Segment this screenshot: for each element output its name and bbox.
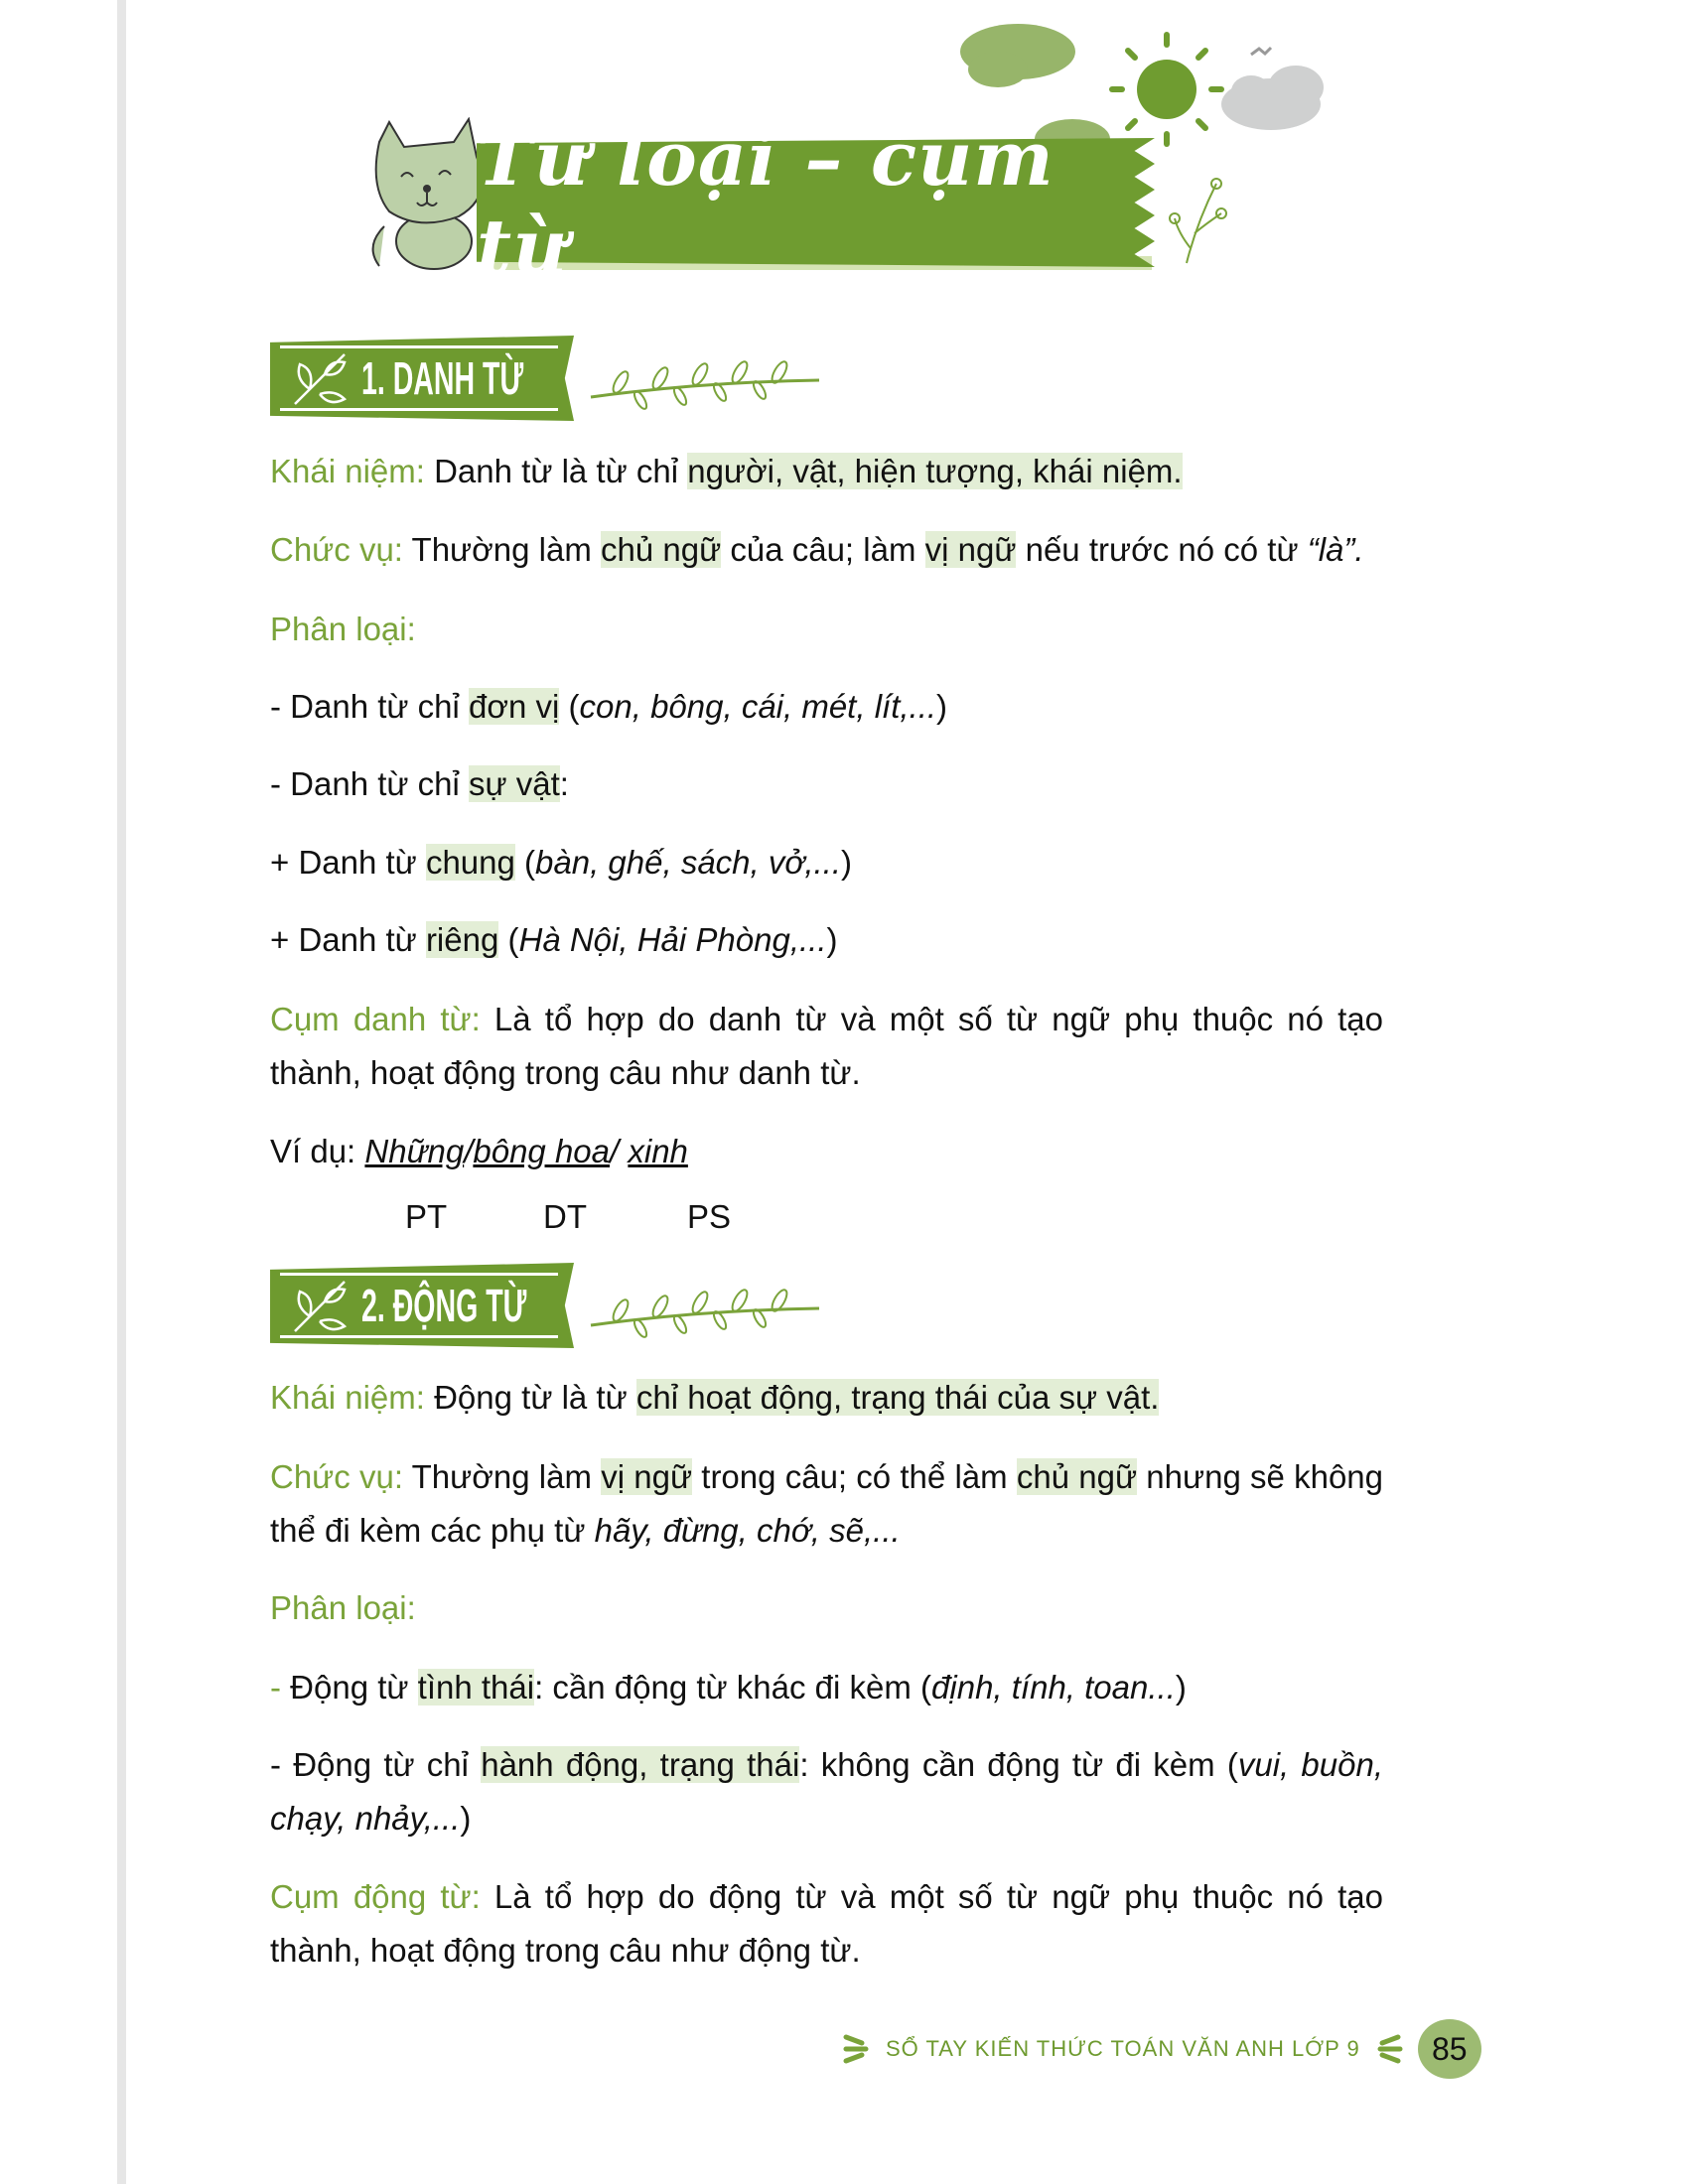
term-label: Phân loại: [270,611,416,647]
paragraph [270,1371,1383,1425]
text: nhưng sẽ không thể đi kèm các phụ từ [270,1458,1384,1549]
paragraph [270,836,1383,889]
term-label: Khái niệm: [270,1379,425,1416]
text: + Danh từ [270,921,426,958]
text: Danh từ là từ chỉ [424,453,688,489]
text: Là tổ hợp do động từ và một số từ ngữ phụ thuộc nó tạo thành, hoạt động trong câu như động từ. [270,1878,1383,1969]
text: vui, buồn, chạy, nhảy,... [270,1746,1384,1837]
text: bông hoa [473,1133,611,1169]
highlighted-text: hành động, trạng thái [481,1746,800,1783]
text: Động từ [281,1669,418,1706]
book-title: SỔ TAY KIẾN THỨC TOÁN VĂN ANH LỚP 9 [886,2036,1360,2061]
green-cloud-icon [960,24,1075,87]
text: / [464,1133,474,1169]
paragraph [270,445,1383,498]
highlighted-text: sự vật [469,765,560,802]
paragraph [270,680,1383,734]
paragraph [270,1738,1383,1845]
section-heading-nouns [270,336,574,421]
text: Hà Nội, Hải Phòng,... [518,921,827,958]
highlighted-text: đơn vị [469,688,560,725]
highlighted-text: riêng [425,921,499,958]
text: : không cần động từ đi kèm ( [799,1746,1238,1783]
text: ) [460,1800,472,1837]
term-label: Chức vụ: [270,531,403,568]
paragraph [270,523,1383,577]
text: ( [514,844,536,881]
section-heading-label: 1. DANH TỪ [361,352,524,404]
text: Ví dụ: [270,1133,365,1169]
bird-icon [1251,48,1271,55]
text: - Động từ chỉ [270,1746,482,1783]
text: - Danh từ chỉ [270,688,469,725]
highlighted-text: người, vật, hiện tượng, khái niệm. [687,453,1183,489]
highlighted-text: vị ngữ [601,1458,693,1495]
leaf-icon [290,349,350,407]
footer-leaf-icon [842,2031,872,2067]
text: bàn, ghế, sách, vở,... [535,844,841,881]
text: ( [559,688,580,725]
text: Thường làm [402,531,601,568]
paragraph [270,993,1383,1100]
leaf-icon [290,1277,350,1334]
paragraph [270,1661,1383,1714]
term-label: Cụm danh từ: [270,1001,481,1037]
text: ) [826,921,838,958]
gray-cloud-icon [1221,66,1324,130]
example-tag: PS [687,1198,732,1235]
text: - Danh từ chỉ [270,765,469,802]
paragraph [270,1450,1383,1558]
text: xinh [628,1133,688,1169]
text: nếu trước nó có từ [1016,531,1308,568]
example-tag: DT [543,1198,587,1235]
paragraph [270,1870,1383,1978]
text: ) [841,844,852,881]
text: ) [936,688,948,725]
term-label: Cụm động từ: [270,1878,481,1915]
paragraph [270,1125,1383,1178]
section-heading-verbs [270,1263,574,1348]
example-tag: PT [405,1198,448,1235]
highlighted-text: chung [425,844,515,881]
highlighted-text: chủ ngữ [601,531,722,568]
vine-decoration-icon [581,1281,829,1340]
footer-leaf-icon [1374,2031,1404,2067]
highlighted-text: chỉ hoạt động, trạng thái của sự vật. [635,1379,1160,1416]
text: ) [1175,1669,1187,1706]
text: + Danh từ [270,844,426,881]
text: Là tổ hợp do danh từ và một số từ ngữ phụ thuộc nó tạo thành, hoạt động trong câu như danh từ. [270,1001,1383,1091]
highlighted-text: chủ ngữ [1016,1458,1138,1495]
paragraph [270,757,1383,811]
text: hãy, đừng, chớ, sẽ,... [594,1512,901,1549]
text: của câu; làm [721,531,925,568]
text: trong câu; có thể làm [692,1458,1017,1495]
term-label: Chức vụ: [270,1458,404,1495]
footer [842,2019,1481,2079]
text: : cần động từ khác đi kèm ( [534,1669,932,1706]
paragraph [270,913,1383,967]
text: Thường làm [403,1458,602,1495]
text: Động từ là từ [424,1379,636,1416]
highlighted-text: vị ngữ [924,531,1017,568]
text: ( [498,921,519,958]
text: / [610,1133,629,1169]
page-title: Từ loại – cụm từ [477,114,1055,291]
text: : [559,765,569,802]
term-label: - [270,1669,281,1706]
text: định, tính, toan... [931,1669,1176,1706]
page-edge [117,0,126,2184]
text: “là”. [1307,531,1364,568]
vine-decoration-icon [581,352,829,412]
paragraph [270,1581,1383,1635]
section-heading-label: 2. ĐỘNG TỪ [361,1280,527,1331]
paragraph [270,603,1383,656]
text: Những [364,1133,465,1169]
highlighted-text: tình thái [417,1669,535,1706]
flower-sprig-icon [1167,174,1236,268]
term-label: Phân loại: [270,1589,416,1626]
text: con, bông, cái, mét, lít,... [579,688,937,725]
term-label: Khái niệm: [270,453,425,489]
page-number: 85 [1418,2019,1481,2079]
